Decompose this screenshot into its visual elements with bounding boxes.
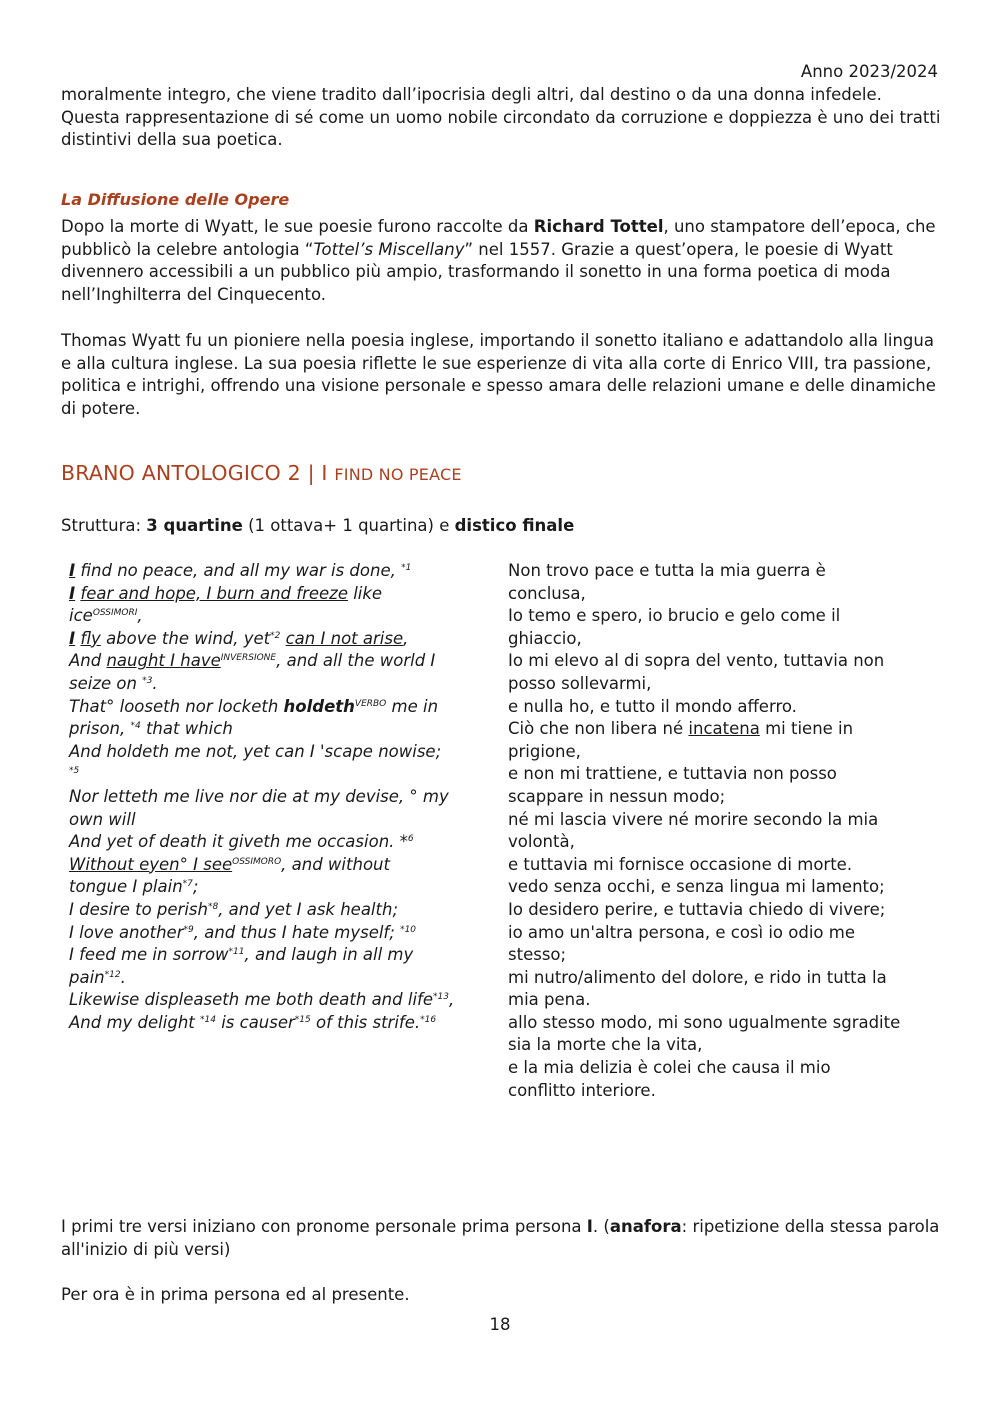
translation-line: allo stesso modo, mi sono ugualmente sgradite (508, 1012, 901, 1032)
poem-line: own will (69, 809, 136, 829)
header-year: Anno 2023/2024 (800, 62, 938, 81)
poem-line: Nor letteth me live nor die at my devise, ° my (69, 786, 449, 806)
translation-line: mia pena. (508, 990, 591, 1010)
translation-line: ghiaccio, (508, 628, 582, 648)
page-number: 18 (489, 1315, 511, 1334)
translation-line: posso sollevarmi, (508, 673, 652, 693)
translation-line: Ciò che non libera né incatena mi tiene in (508, 719, 854, 739)
poem-original (69, 560, 489, 1034)
poem-line: Likewise displeaseth me both death and life$^{*13}$, (69, 990, 455, 1010)
translation-line: Non trovo pace e tutta la mia guerra è (508, 561, 826, 580)
poem-line: And holdeth me not, yet can I 'scape nowise; (69, 741, 442, 761)
translation-line: conclusa, (508, 583, 586, 603)
poem-line: I feed me in sorrow$^{*11}$, and laugh in all my (69, 945, 414, 965)
work-title: Tottel’s Miscellany (313, 239, 465, 259)
poem-line: prison, $^{*4}$ that which (69, 719, 233, 739)
poem-line: tongue I plain$^{*7}$; (69, 877, 199, 897)
translation-line: sia la morte che la vita, (508, 1035, 703, 1055)
poem-line: And yet of death it giveth me occasion. *$^6$ (69, 832, 414, 852)
poem-line: I fly above the wind, yet$^{*2}$ can I not arise, (69, 628, 409, 648)
section-title-diffusion: La Diffusione delle Opere (61, 190, 290, 209)
translation-line: Io desidero perire, e tuttavia chiedo di vivere; (508, 899, 886, 919)
diffusion-paragraph-2: Thomas Wyatt fu un pioniere nella poesia inglese, importando il sonetto italiano e adattandolo alla lingua e alla cultura inglese. La sua poesia riflette le sue esperienze di vita alla corte di Enrico VIII, tra passione, politica e intrighi, offrendo una visione personale e spesso amara delle relazioni umane e delle dinamiche di potere. (61, 331, 936, 418)
poem-translation (508, 560, 938, 1102)
author-name: Richard Tottel (533, 217, 664, 236)
poem-line: And my delight $^{*14}$ is causer$^{*15}$ of this strife.$^{*16}$ (69, 1012, 437, 1032)
translation-line: e tuttavia mi fornisce occasione di morte. (508, 854, 853, 874)
poem-line: pain$^{*12}$. (69, 967, 126, 987)
translation-line: Io temo e spero, io brucio e gelo come il (508, 606, 841, 626)
translation-line: stesso; (508, 945, 567, 965)
translation-line: scappare in nessun modo; (508, 786, 726, 806)
translation-line: né mi lascia vivere né morire secondo la mia (508, 809, 879, 829)
note-person-tense: Per ora è in prima persona ed al presente. (61, 1285, 410, 1304)
poem-line: I desire to perish$^{*8}$, and yet I ask health; (69, 899, 399, 919)
poem-line: I fear and hope, I burn and freeze like (69, 583, 383, 603)
poem-line: I find no peace, and all my war is done, $^{*1}$ (69, 561, 412, 580)
poem-line: And naught I have$^{INVERSIONE}$, and all the world I (69, 651, 436, 671)
translation-line: conflitto interiore. (508, 1080, 656, 1100)
translation-line: Io mi elevo al di sopra del vento, tuttavia non (508, 651, 885, 671)
translation-line: e nulla ho, e tutto il mondo afferro. (508, 696, 797, 716)
translation-line: prigione, (508, 741, 581, 761)
translation-line: volontà, (508, 832, 575, 852)
poem-line: Without eyen° I see$^{OSSIMORO}$, and without (69, 854, 390, 874)
poem-line: ice$^{OSSIMORI}$, (69, 606, 143, 626)
poem-line: *5 (69, 766, 80, 777)
note-anafora: I primi tre versi iniziano con pronome personale prima persona I. (anafora: ripetizione della stessa parola all'inizio di più versi) (61, 1217, 940, 1259)
brano-heading: BRANO ANTOLOGICO 2 | I FIND NO PEACE (61, 461, 462, 485)
poem-line: seize on $^{*3}$. (69, 673, 158, 693)
translation-line: mi nutro/alimento del dolore, e rido in tutta la (508, 967, 887, 987)
structure-line: Struttura: 3 quartine (1 ottava+ 1 quartina) e distico finale (61, 516, 575, 535)
intro-text: moralmente integro, che viene tradito dall’ipocrisia degli altri, dal destino o da una donna infedele. Questa rappresentazione di sé come un uomo nobile circondato da corruzione e doppiezza è uno dei tratti distintivi della sua poetica. (61, 85, 941, 150)
translation-line: io amo un'altra persona, e così io odio me (508, 922, 855, 942)
intro-paragraph (61, 84, 941, 152)
translation-line: e la mia delizia è colei che causa il mio (508, 1058, 831, 1078)
poem-line: I love another$^{*9}$, and thus I hate myself; $^{*10}$ (69, 922, 417, 942)
translation-line: vedo senza occhi, e senza lingua mi lamento; (508, 877, 885, 897)
diffusion-paragraph-1: Dopo la morte di Wyatt, le sue poesie furono raccolte da Richard Tottel, uno stampatore dell’epoca, che pubblicò la celebre antologia “Tottel’s Miscellany” nel 1557. Grazie a quest’opera, le poesie di Wyatt divennero accessibili a un pubblico più ampio, trasformando il sonetto in una forma poetica di moda nell’Inghilterra del Cinquecento. (61, 217, 936, 304)
poem-line: That° looseth nor locketh holdeth$^{VERBO}$ me in (69, 696, 439, 716)
translation-line: e non mi trattiene, e tuttavia non posso (508, 764, 837, 784)
